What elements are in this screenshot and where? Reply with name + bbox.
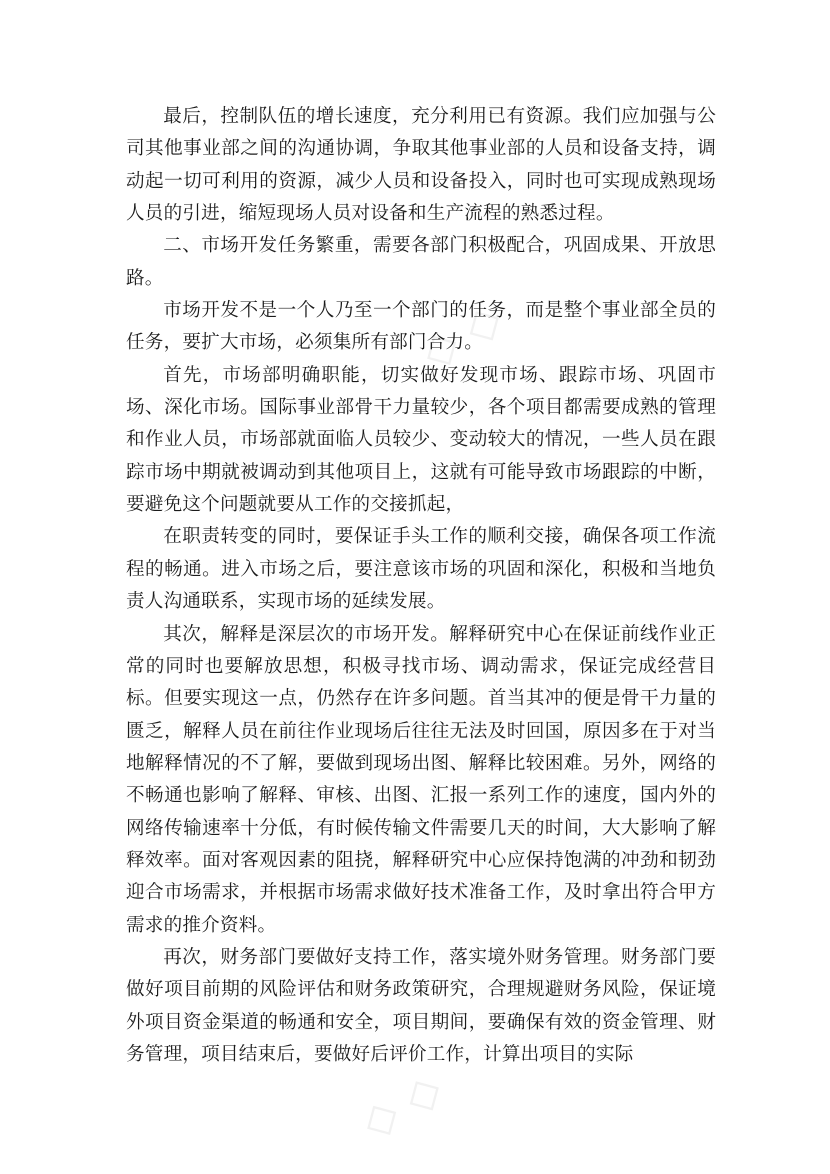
paragraph-resources: 最后，控制队伍的增长速度，充分利用已有资源。我们应加强与公司其他事业部之间的沟通协调，争取其他事业部的人员和设备支持，调动起一切可利用的资源，减少人员和设备投入，同时也可实现成熟现场人员的引进，缩短现场人员对设备和生产流程的熟悉过程。 (126, 106, 716, 225)
paragraph-all-staff-task: 市场开发不是一个人乃至一个部门的任务，而是整个事业部全员的任务，要扩大市场，必须集所有部门合力。 (126, 300, 716, 354)
watermark-mark: ◇ ◇ (352, 1062, 451, 1149)
section-heading-market-development: 二、市场开发任务繁重，需要各部门积极配合，巩固成果、开放思路。 (126, 235, 716, 289)
paragraph-first-market-dept: 首先，市场部明确职能，切实做好发现市场、跟踪市场、巩固市场、深化市场。国际事业部骨干力量较少，各个项目都需要成熟的管理和作业人员，市场部就面临人员较少、变动较大的情况，一些人员在跟踪市场中期就被调动到其他项目上，这就有可能导致市场跟踪的中断，要避免这个问题就要从工作的交接抓起， (126, 364, 716, 516)
paragraph-handover: 在职责转变的同时，要保证手头工作的顺利交接，确保各项工作流程的畅通。进入市场之后，要注意该市场的巩固和深化，积极和当地负责人沟通联系，实现市场的延续发展。 (126, 526, 716, 613)
paragraph-second-interpretation: 其次，解释是深层次的市场开发。解释研究中心在保证前线作业正常的同时也要解放思想，积极寻找市场、调动需求，保证完成经营目标。但要实现这一点，仍然存在许多问题。首当其冲的便是骨干力量的匮乏，解释人员在前往作业现场后往往无法及时回国，原因多在于对当地解释情况的不了解，要做到现场出图、解释比较困难。另外，网络的不畅通也影响了解释、审核、出图、汇报一系列工作的速度，国内外的网络传输速率十分低，有时候传输文件需要几天的时间，大大影响了解释效率。面对客观因素的阻挠，解释研究中心应保持饱满的冲劲和韧劲迎合市场需求，并根据市场需求做好技术准备工作，及时拿出符合甲方需求的推介资料。 (126, 623, 716, 936)
watermark-mark: ◇ ◇ (412, 292, 511, 379)
document-body (126, 101, 716, 1071)
paragraph-third-finance: 再次，财务部门要做好支持工作，落实境外财务管理。财务部门要做好项目前期的风险评估和财务政策研究，合理规避财务风险，保证境外项目资金渠道的畅通和安全，项目期间，要确保有效的资金管理、财务管理，项目结束后，要做好后评价工作，计算出项目的实际 (126, 946, 716, 1065)
